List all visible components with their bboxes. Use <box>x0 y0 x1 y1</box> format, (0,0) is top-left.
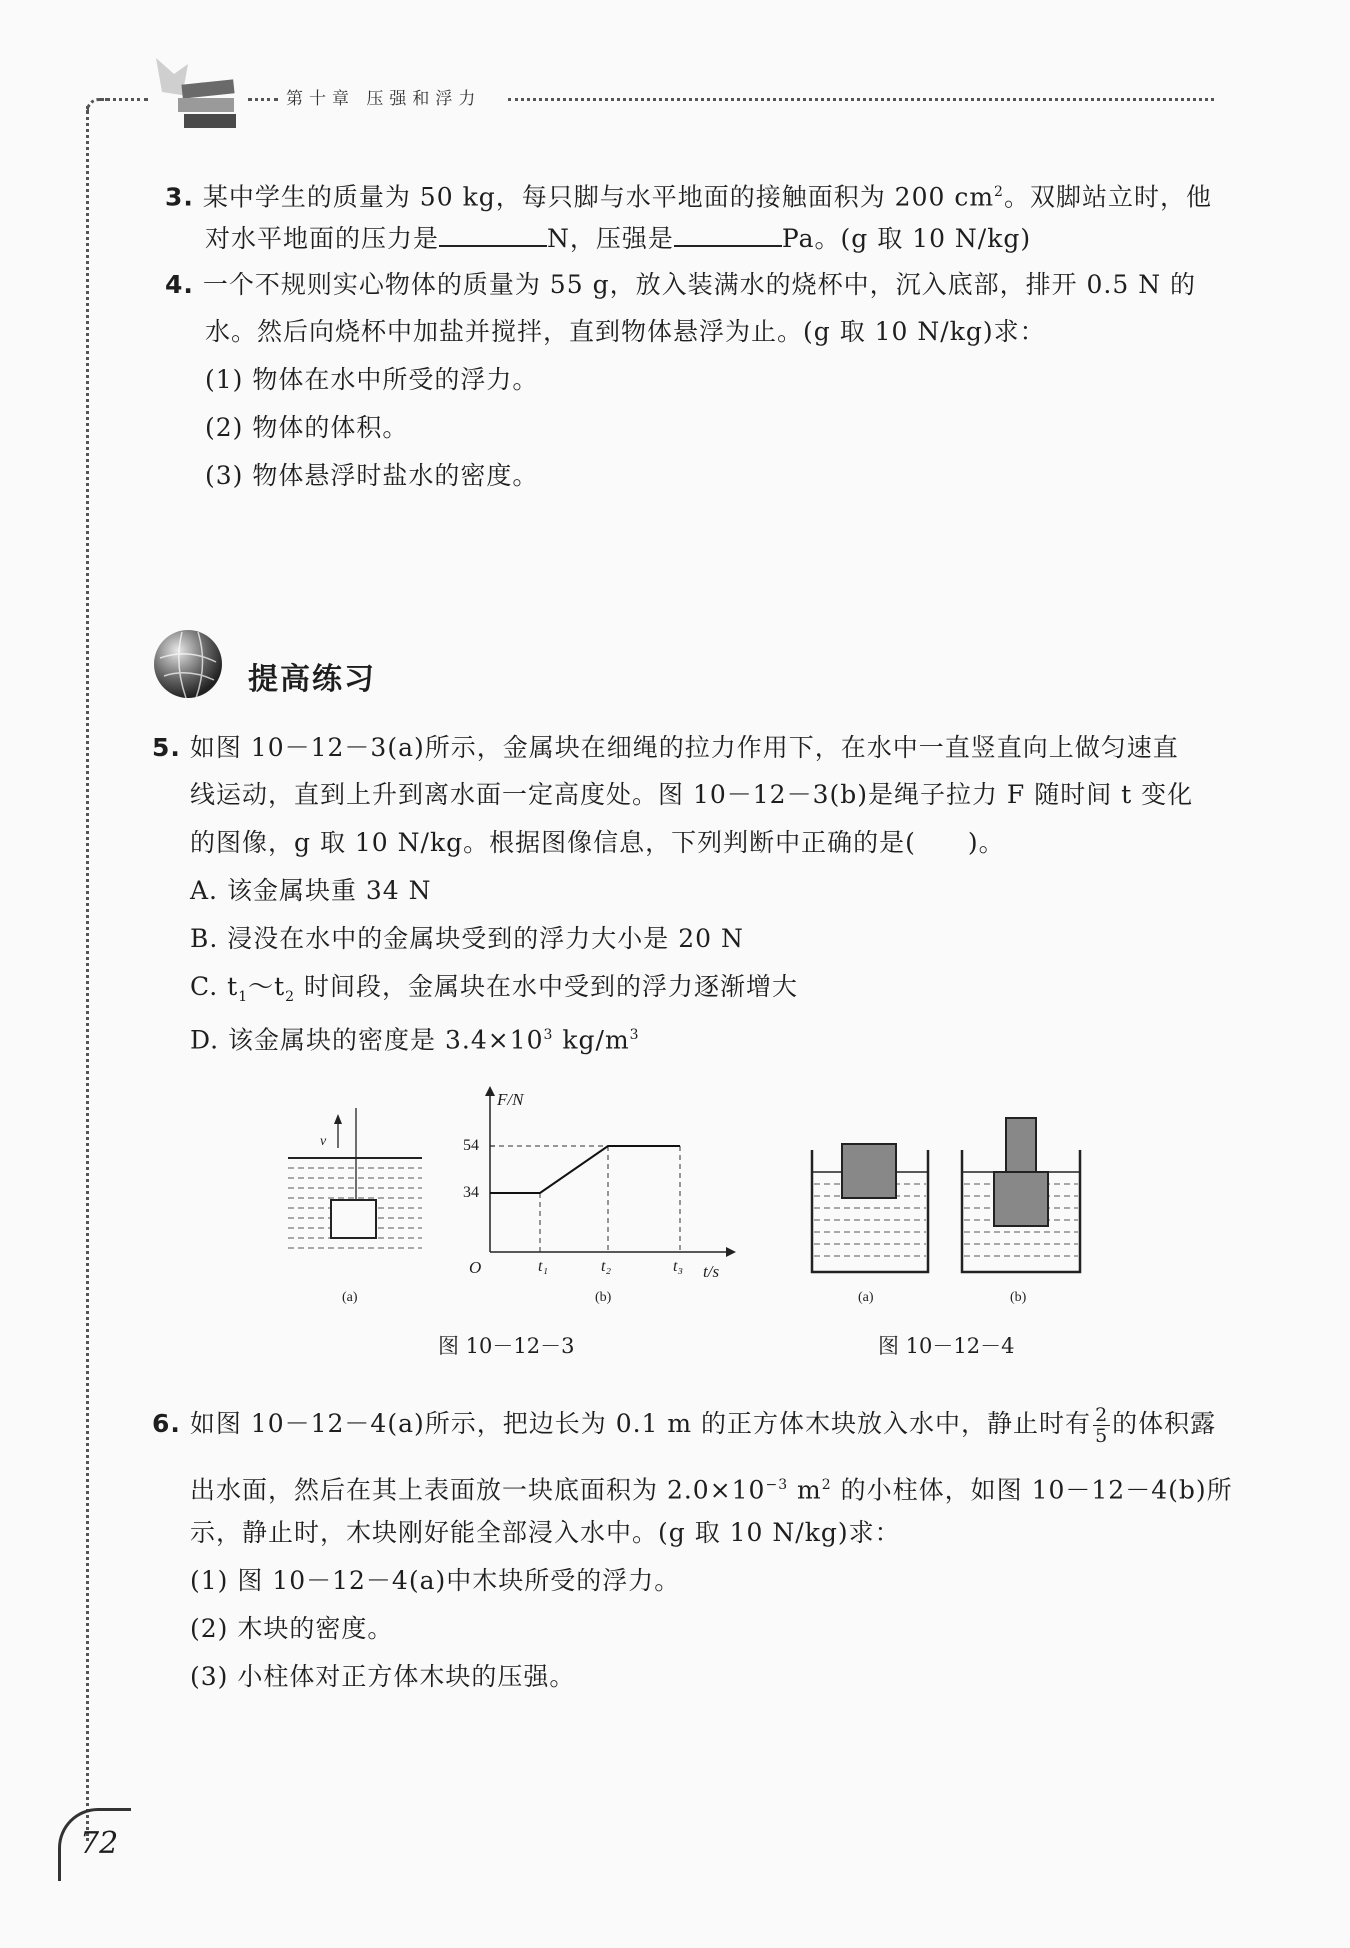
header-rule-mid <box>248 98 278 101</box>
margin-rule <box>86 106 89 1841</box>
header-rule-right <box>508 98 1214 101</box>
q6-line3: 示，静止时，木块刚好能全部浸入水中。(g 取 10 N/kg)求： <box>190 1518 901 1547</box>
question-number: 6. <box>152 1409 181 1438</box>
y-axis-arrow <box>485 1086 495 1096</box>
figure-caption: 图 10－12－3 <box>438 1334 575 1358</box>
origin-label: O <box>469 1258 482 1277</box>
q3-line2a: 对水平地面的压力是 <box>205 224 440 253</box>
x-tick-t3: t₃ <box>673 1258 684 1275</box>
globe-icon <box>152 628 224 700</box>
chapter-logo <box>148 52 244 136</box>
header-corner <box>86 98 109 111</box>
q3-sup: 2 <box>994 184 1004 200</box>
option-d: D. 该金属块的密度是 $3.4\times 10^3$ $kg/m^3$ <box>190 1025 640 1055</box>
q3-line2c: Pa。(g 取 10 N/kg) <box>781 224 1032 253</box>
q4-part-2: (2) 物体的体积。 <box>205 413 409 442</box>
option-b: B. 浸没在水中的金属块受到的浮力大小是 20 N <box>190 924 744 953</box>
question-5 <box>152 728 1225 1058</box>
chapter-title: 第十章 压强和浮力 <box>286 89 482 109</box>
q4-line1: 一个不规则实心物体的质量为 55 g，放入装满水的烧杯中，沉入底部，排开 0.5 N 的 <box>202 270 1197 299</box>
q3-line2b: N，压强是 <box>547 224 674 253</box>
force-time-chart <box>455 1082 745 1322</box>
q4-line2: 水。然后向烧杯中加盐并搅拌，直到物体悬浮为止。(g 取 10 N/kg)求： <box>205 317 1046 346</box>
q5-line1: 如图 10－12－3(a)所示，金属块在细绳的拉力作用下，在水中一直竖直向上做匀速直 <box>189 733 1179 762</box>
subfigure-label: (a) <box>342 1290 358 1305</box>
fraction: $\frac{2}{5}$ <box>1095 1404 1109 1447</box>
question-6 <box>152 1404 1233 1704</box>
figure-caption: 图 10－12－4 <box>878 1334 1015 1358</box>
question-number: 5. <box>152 733 181 762</box>
q3-line1: 某中学生的质量为 50 kg，每只脚与水平地面的接触面积为 200 cm <box>202 182 995 212</box>
q5-line2: 线运动，直到上升到离水面一定高度处。图 10－12－3(b)是绳子拉力 F 随时间 t 变化 <box>190 780 1194 809</box>
q4-part-3: (3) 物体悬浮时盐水的密度。 <box>205 461 539 490</box>
q4-part-1: (1) 物体在水中所受的浮力。 <box>205 365 539 394</box>
subfigure-label: (a) <box>858 1290 874 1305</box>
velocity-label: v <box>320 1134 327 1149</box>
q6-part-1: (1) 图 10－12－4(a)中木块所受的浮力。 <box>190 1566 681 1595</box>
force-series-line <box>490 1146 680 1193</box>
page-number: 72 <box>80 1826 119 1861</box>
q6-part-3: (3) 小柱体对正方体木块的压强。 <box>190 1662 576 1691</box>
q5-line3: 的图像，g 取 10 N/kg。根据图像信息，下列判断中正确的是( )。 <box>190 828 1005 857</box>
figure-10-12-3b <box>455 1082 745 1322</box>
x-tick-t2: t₂ <box>601 1258 612 1275</box>
x-axis-label: t/s <box>703 1262 720 1281</box>
question-3 <box>165 172 1225 262</box>
option-a: A. 该金属块重 34 N <box>190 876 432 905</box>
y-axis-label: F/N <box>497 1090 524 1109</box>
option-c: C. $t_1\sim t_2$ 时间段，金属块在水中受到的浮力逐渐增大 <box>190 972 799 1005</box>
answer-blank[interactable] <box>439 219 547 247</box>
section-title: 提高练习 <box>248 662 376 697</box>
x-axis-arrow <box>726 1247 736 1257</box>
subfigure-label: (b) <box>1010 1290 1027 1305</box>
answer-blank[interactable] <box>674 219 782 247</box>
question-number: 4. <box>165 270 194 299</box>
q6-line1b: 的体积露 <box>1112 1409 1217 1438</box>
subfigure-label: (b) <box>595 1290 612 1305</box>
q6-part-2: (2) 木块的密度。 <box>190 1614 394 1643</box>
y-tick-54: 54 <box>463 1137 479 1154</box>
question-4 <box>165 265 1225 505</box>
figure-10-12-4 <box>800 1108 1090 1318</box>
y-tick-34: 34 <box>463 1184 479 1201</box>
q6-line1a: 如图 10－12－4(a)所示，把边长为 0.1 m 的正方体木块放入水中，静止时有 <box>189 1409 1092 1438</box>
x-tick-t1: t₁ <box>538 1258 549 1275</box>
q3-line1b: 。双脚站立时，他 <box>1003 182 1212 212</box>
figure-10-12-3a <box>280 1090 430 1320</box>
q6-line2: 出水面，然后在其上表面放一块底面积为 $2.0\times 10^{-3}$ $m^2$ 的小柱体，如图 10－12－4(b)所 <box>190 1475 1233 1505</box>
question-number: 3. <box>165 182 194 212</box>
